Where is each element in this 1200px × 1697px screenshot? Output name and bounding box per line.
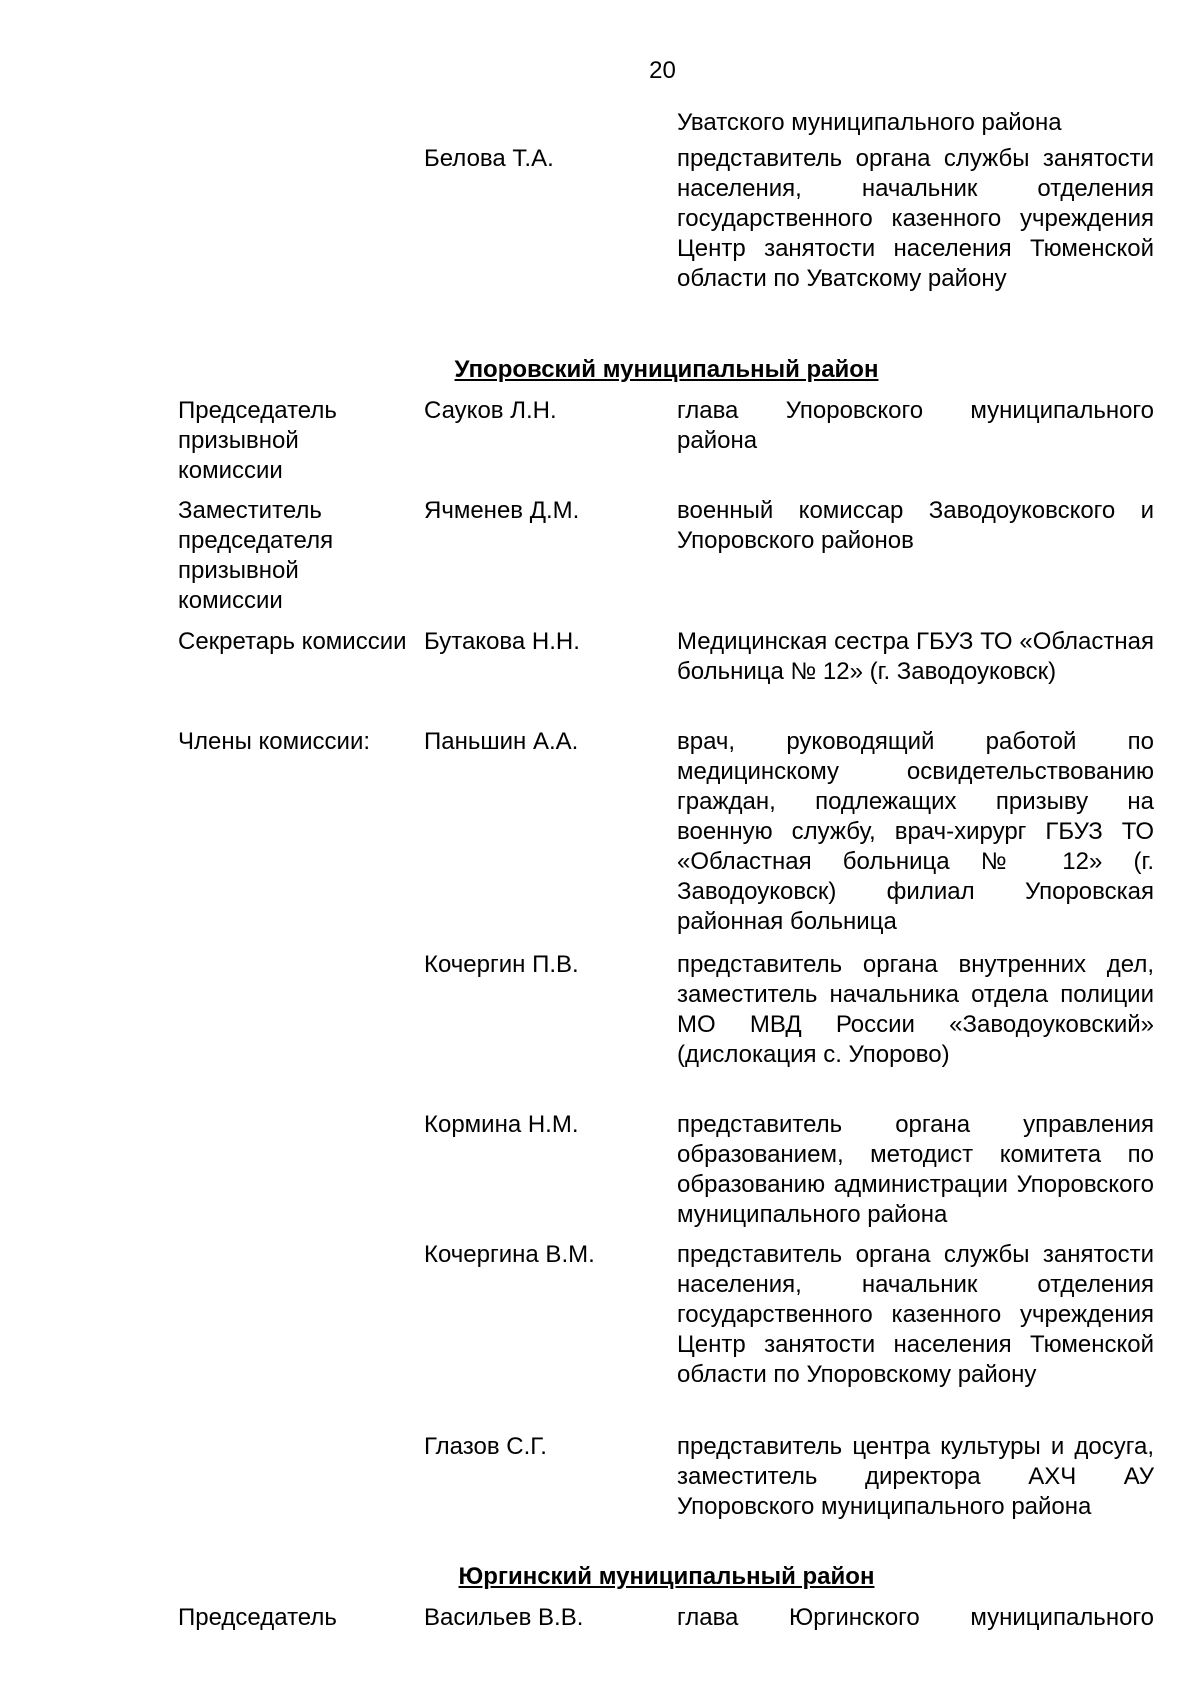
member-name: Паньшин А.А. bbox=[424, 728, 579, 755]
member-description: глава Упоровского муниципального района bbox=[677, 397, 1154, 454]
section-heading-yurginsky: Юргинский муниципальный район bbox=[458, 1563, 875, 1590]
member-name: Кочергина В.М. bbox=[424, 1241, 595, 1268]
member-name: Кормина Н.М. bbox=[424, 1111, 579, 1138]
member-description: представитель органа службы занятости населения, начальник отделения государственного казенного учреждения Центр занятости населения Тюменской области по Упоровскому району bbox=[677, 1241, 1154, 1388]
member-description: представитель органа внутренних дел, заместитель начальника отдела полиции МО МВД России «Заводоуковский» (дислокация с. Упорово) bbox=[677, 951, 1154, 1068]
member-role: Заместитель председателя призывной комиссии bbox=[178, 497, 334, 614]
section-heading-uporovsky: Упоровский муниципальный район bbox=[454, 356, 879, 383]
member-role: Члены комиссии: bbox=[178, 728, 371, 755]
member-name: Кочергин П.В. bbox=[424, 951, 579, 978]
member-name: Бутакова Н.Н. bbox=[424, 628, 580, 655]
member-description: представитель органа службы занятости населения, начальник отделения государственного казенного учреждения Центр занятости населения Тюменской области по Уватскому району bbox=[677, 145, 1154, 292]
member-name: Ячменев Д.М. bbox=[424, 497, 580, 524]
member-role: Председатель призывной комиссии bbox=[178, 397, 337, 484]
member-description: военный комиссар Заводоуковского и Упоровского районов bbox=[677, 497, 1154, 554]
member-description: Уватского муниципального района bbox=[677, 109, 1062, 136]
member-description: представитель центра культуры и досуга, заместитель директора АХЧ АУ Упоровского муниципального района bbox=[677, 1433, 1154, 1520]
member-role: Председатель bbox=[178, 1604, 337, 1631]
member-description: глава Юргинского муниципального bbox=[677, 1604, 1154, 1631]
member-name: Васильев В.В. bbox=[424, 1604, 584, 1631]
member-name: Сауков Л.Н. bbox=[424, 397, 557, 424]
member-description: представитель органа управления образованием, методист комитета по образованию администрации Упоровского муниципального района bbox=[677, 1111, 1154, 1228]
member-description: Медицинская сестра ГБУЗ ТО «Областная больница № 12» (г. Заводоуковск) bbox=[677, 628, 1154, 685]
member-description: врач, руководящий работой по медицинскому освидетельствованию граждан, подлежащих призыву на военную службу, врач-хирург ГБУЗ ТО «Областная больница № 12» (г. Заводоуковск) филиал Упоровская районная больница bbox=[677, 728, 1154, 935]
page-number: 20 bbox=[649, 57, 676, 84]
member-role: Секретарь комиссии bbox=[178, 628, 407, 655]
member-name: Белова Т.А. bbox=[424, 145, 554, 172]
member-name: Глазов С.Г. bbox=[424, 1433, 547, 1460]
